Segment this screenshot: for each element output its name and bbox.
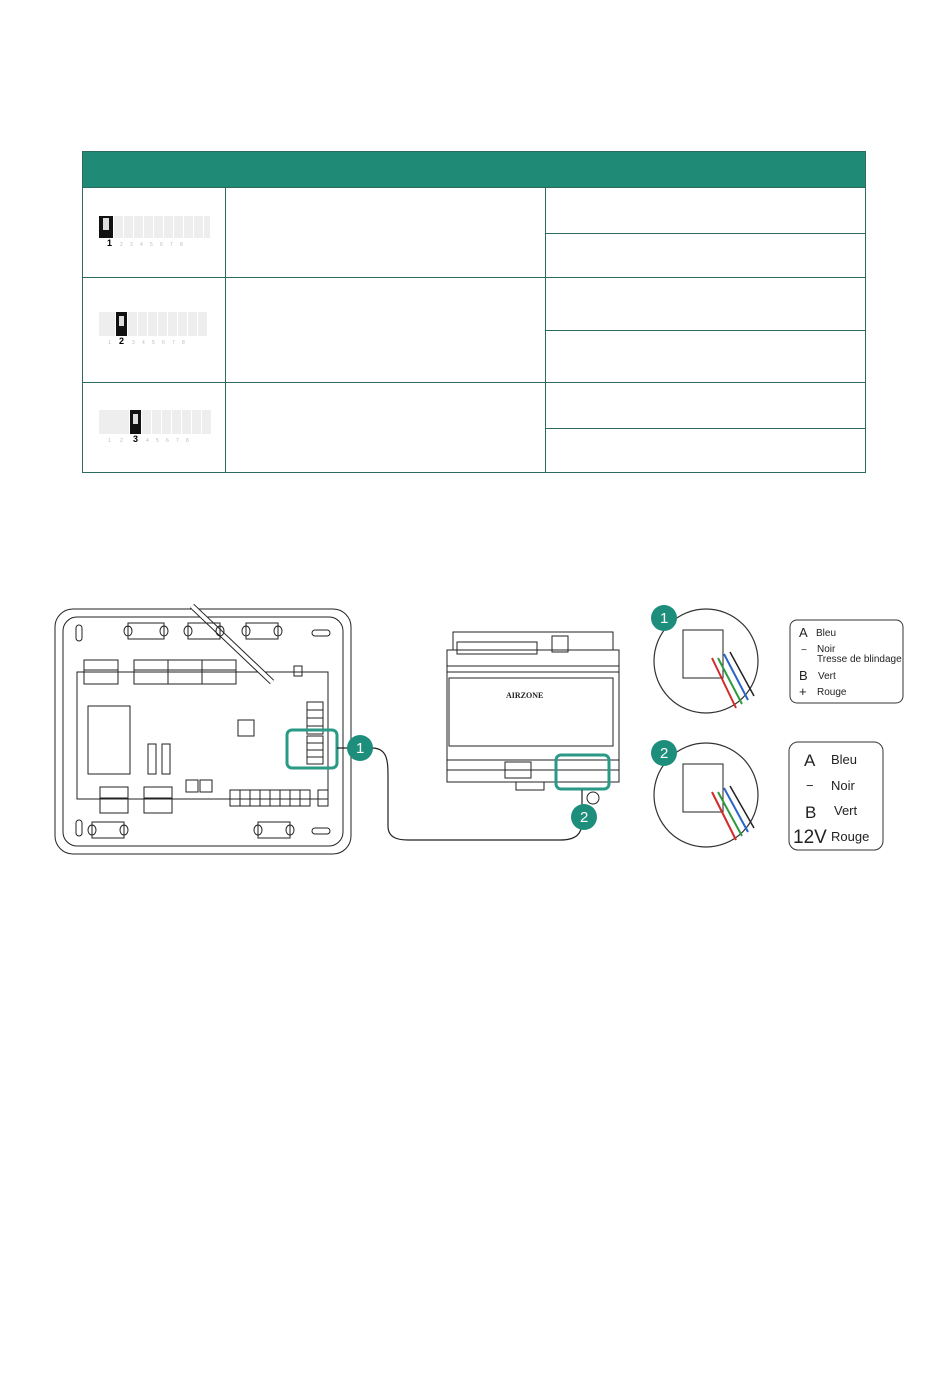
legend-1-plus-label: Rouge	[817, 687, 847, 698]
dip-option-3-off	[546, 428, 866, 472]
dip-switch-table	[82, 151, 866, 473]
dip-number-2: 2	[119, 336, 125, 346]
dip-faint-label: 7	[170, 242, 173, 248]
dip-switch-image-3	[83, 383, 226, 473]
legend-1-plus-symbol: +	[799, 684, 807, 699]
legend-1-b-symbol: B	[799, 668, 808, 683]
dip-faint-label: 8	[186, 438, 189, 444]
dip-faint-label: 2	[120, 242, 123, 248]
dip-description-2	[226, 278, 546, 383]
legend-2-v-label: Rouge	[831, 829, 870, 844]
legend-2-a-symbol: A	[804, 751, 816, 770]
dip-option-2-on	[546, 278, 866, 331]
legend-1-b-label: Vert	[818, 671, 836, 682]
legend-2-minus-symbol: −	[806, 778, 814, 793]
airzone-logo: AIRZONE	[506, 691, 544, 700]
dip-faint-label: 6	[162, 340, 165, 346]
dip-description-3	[226, 383, 546, 473]
dip-option-3-on	[546, 383, 866, 429]
dip-option-1-on	[546, 188, 866, 234]
legend-1-a-symbol: A	[799, 625, 808, 640]
legend-2-v-symbol: 12V	[793, 827, 827, 848]
dip-number-3: 3	[133, 434, 139, 444]
bus-cable	[337, 748, 582, 840]
dip-description-1	[226, 188, 546, 278]
dip-faint-label: 4	[142, 340, 145, 346]
airzone-module	[447, 632, 619, 804]
dip-faint-label: 3	[130, 242, 133, 248]
wiring-diagram	[0, 590, 950, 890]
dip-switch-image-2	[83, 278, 226, 383]
badge-1-detail-label: 1	[660, 610, 669, 627]
badge-2-detail-label: 2	[660, 745, 669, 762]
dip-faint-label: 6	[160, 242, 163, 248]
legend-1-minus-symbol: −	[801, 645, 807, 656]
main-control-board	[55, 606, 351, 854]
dip-faint-label: 6	[166, 438, 169, 444]
legend-2-minus-label: Noir	[831, 778, 855, 793]
dip-switch-image-1	[83, 188, 226, 278]
dip-faint-label: 4	[140, 242, 143, 248]
dip-faint-label: 8	[180, 242, 183, 248]
dip-faint-label: 5	[152, 340, 155, 346]
legend-1-a-label: Bleu	[816, 628, 837, 639]
legend-1-shield-label: Tresse de blindage	[817, 654, 902, 665]
legend-2-a-label: Bleu	[831, 752, 858, 767]
dip-faint-label: 7	[172, 340, 175, 346]
dip-option-1-off	[546, 233, 866, 277]
dip-option-2-off	[546, 331, 866, 383]
dip-faint-label: 4	[146, 438, 149, 444]
dip-number-1: 1	[107, 238, 113, 248]
dip-faint-label: 5	[156, 438, 159, 444]
legend-1-minus-label: Noir	[817, 644, 836, 655]
connector-detail-2	[651, 740, 758, 847]
dip-faint-label: 8	[182, 340, 185, 346]
dip-faint-label: 5	[150, 242, 153, 248]
badge-2-module-label: 2	[580, 809, 589, 826]
badge-1-board-label: 1	[356, 740, 365, 757]
legend-1	[790, 620, 903, 703]
dip-faint-label: 1	[108, 438, 111, 444]
legend-2-b-symbol: B	[805, 803, 817, 822]
dip-faint-label: 1	[108, 340, 111, 346]
dip-faint-label: 3	[132, 340, 135, 346]
connector-detail-1	[651, 605, 758, 713]
legend-2-b-label: Vert	[834, 803, 858, 818]
legend-2	[789, 742, 883, 850]
table-header	[83, 152, 866, 188]
dip-faint-label: 2	[120, 438, 123, 444]
dip-faint-label: 7	[176, 438, 179, 444]
